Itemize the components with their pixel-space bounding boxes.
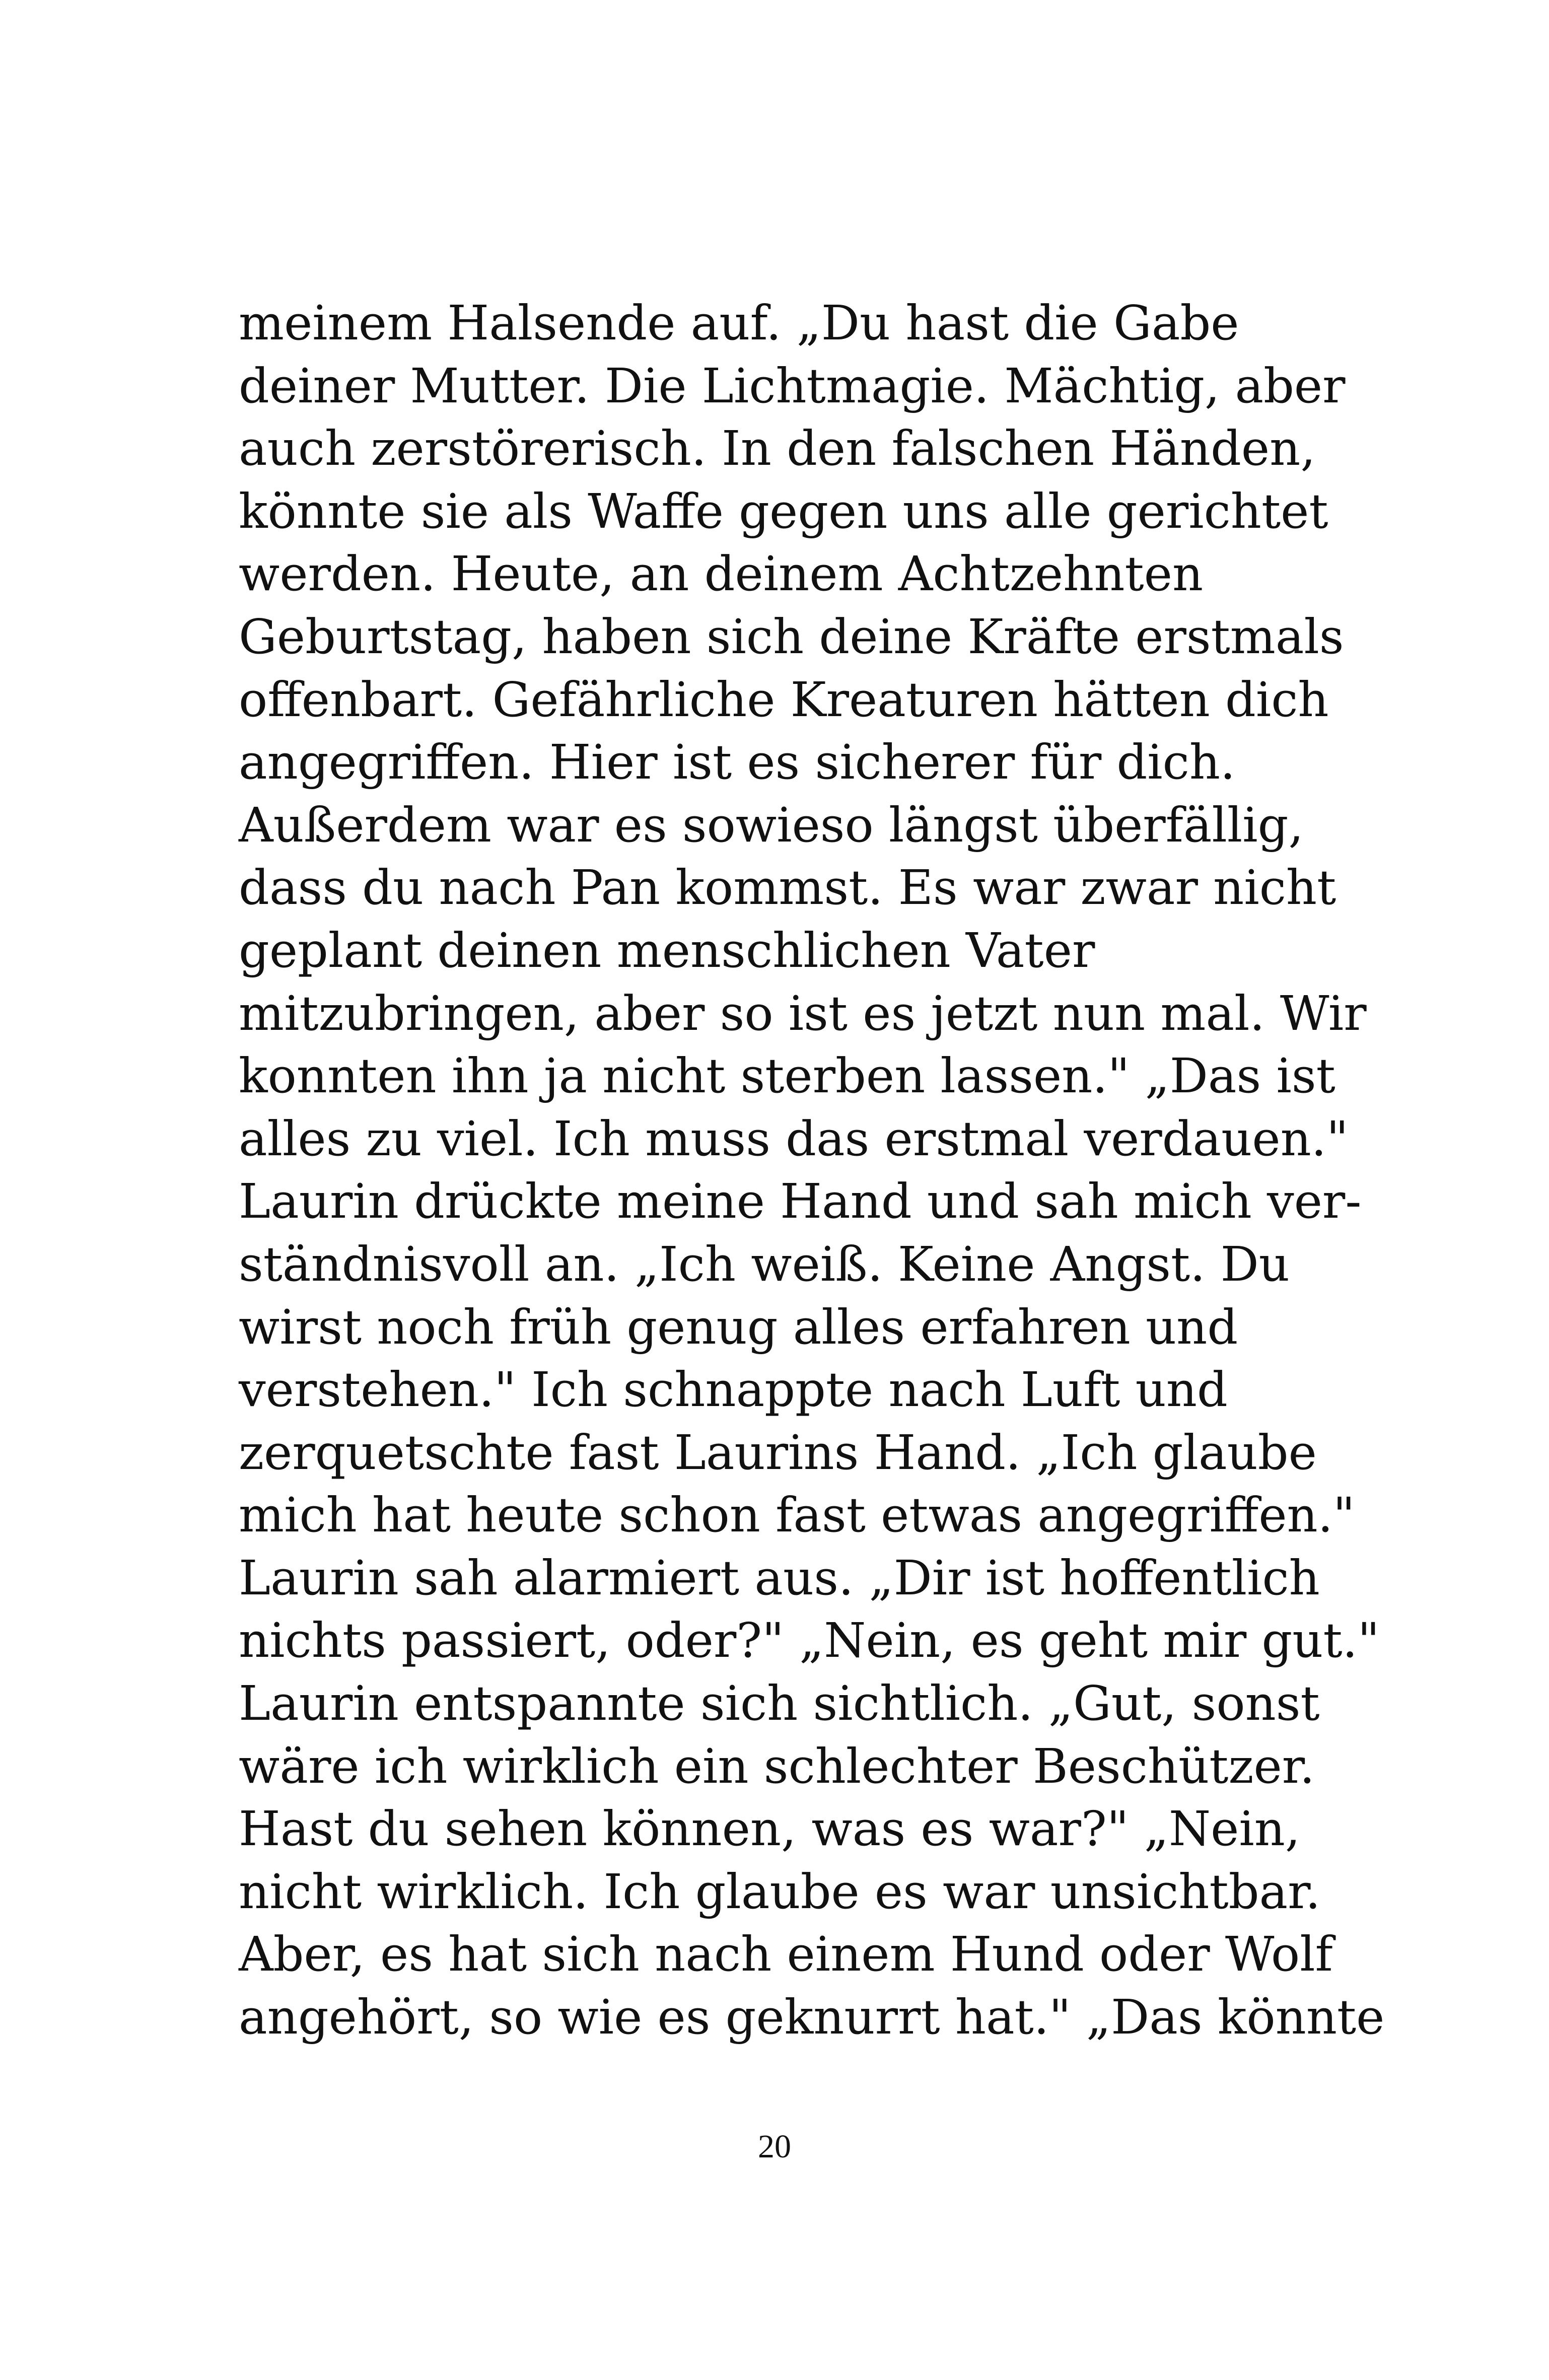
text-line: Aber, es hat sich nach einem Hund oder Wolf: [239, 1927, 1333, 1983]
text-line: alles zu viel. Ich muss das erstmal verdauen.": [239, 1111, 1349, 1167]
text-line: mich hat heute schon fast etwas angegriffen.": [239, 1488, 1355, 1544]
text-line: Laurin drückte meine Hand und sah mich ver-: [239, 1174, 1362, 1230]
text-line: Hast du sehen können, was es war?" „Nein,: [239, 1801, 1301, 1857]
text-line: meinem Halsende auf. „Du hast die Gabe: [239, 296, 1239, 351]
page-number: 20: [758, 2128, 791, 2165]
text-line: mitzubringen, aber so ist es jetzt nun mal. Wir: [239, 986, 1367, 1041]
text-line: auch zerstörerisch. In den falschen Händen,: [239, 421, 1316, 477]
text-line: zerquetschte fast Laurins Hand. „Ich glaube: [239, 1425, 1317, 1481]
text-line: Geburtstag, haben sich deine Kräfte erstmals: [239, 609, 1344, 665]
text-line: deiner Mutter. Die Lichtmagie. Mächtig, aber: [239, 358, 1346, 414]
text-line: werden. Heute, an deinem Achtzehnten: [239, 546, 1204, 602]
text-line: offenbart. Gefährliche Kreaturen hätten dich: [239, 672, 1329, 728]
text-line: verstehen." Ich schnappte nach Luft und: [239, 1362, 1228, 1418]
text-line: nicht wirklich. Ich glaube es war unsichtbar.: [239, 1864, 1321, 1920]
text-line: ständnisvoll an. „Ich weiß. Keine Angst. Du: [239, 1236, 1290, 1292]
text-line: nichts passiert, oder?" „Nein, es geht mir gut.": [239, 1613, 1380, 1669]
text-line: dass du nach Pan kommst. Es war zwar nicht: [239, 860, 1336, 916]
text-line: könnte sie als Waffe gegen uns alle gerichtet: [239, 483, 1328, 539]
text-line: wirst noch früh genug alles erfahren und: [239, 1299, 1238, 1355]
text-line: angegriffen. Hier ist es sicherer für dich.: [239, 735, 1236, 791]
text-line: konnten ihn ja nicht sterben lassen." „Das ist: [239, 1048, 1335, 1104]
text-line: geplant deinen menschlichen Vater: [239, 923, 1095, 978]
text-line: Laurin sah alarmiert aus. „Dir ist hoffentlich: [239, 1550, 1320, 1606]
text-line: Außerdem war es sowieso längst überfällig,: [239, 797, 1304, 853]
body-text: [239, 292, 1385, 2049]
text-line: wäre ich wirklich ein schlechter Beschützer.: [239, 1738, 1315, 1794]
text-line: angehört, so wie es geknurrt hat." „Das könnte: [239, 1990, 1385, 2046]
text-line: Laurin entspannte sich sichtlich. „Gut, sonst: [239, 1676, 1320, 1732]
